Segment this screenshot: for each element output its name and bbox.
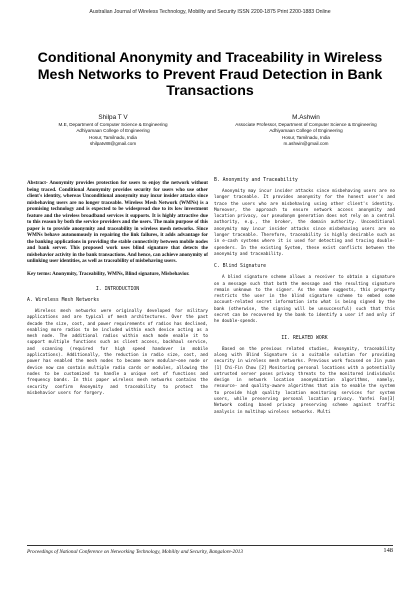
author-1-email: shilpatv88@gmail.com bbox=[89, 141, 137, 147]
author-2-role: Associate Professor, Department of Computer Science & Engineering bbox=[235, 122, 377, 127]
left-column bbox=[27, 180, 208, 397]
author-2-city: Hosur, Tamilnadu, India bbox=[282, 134, 330, 140]
section-heading-introduction: I. INTRODUCTION bbox=[95, 287, 140, 292]
footer-divider bbox=[27, 545, 393, 546]
section-heading-related-work: II. RELATED WORK bbox=[281, 335, 328, 341]
author-1-name: Shilpa T V bbox=[98, 114, 128, 121]
author-1-city: Hosur, Tamilnadu, India bbox=[89, 134, 137, 140]
paragraph-anonymity: Anonymity may incur insider attacks since misbehaving users are no longer traceable. It provides anonymity for the honest user's and trace the users who are misbehaving using other client's identity. Moreover, the approach to ensure network access anonymity and location privacy, our pseudonym generation does not rely on a central authority, e.g., the broker, the domain authority. Unconditional anonymity may incur insider attacks since misbehaving users are no longer traceable. Therefore, traceability is highly desirable such as in e-cash systems where it is used for detecting and tracing double-spenders. In the existing System, these exist conflicts between the anonymity and traceability. bbox=[214, 189, 395, 257]
author-2-email: m.ashwin@gmail.com bbox=[283, 141, 329, 147]
footer-proceedings: Proceedings of National Conference on Networking Technology, Mobility and Security, Bangalore-2013 bbox=[27, 549, 243, 555]
subsection-heading-blind-signature: C. Blind Signature bbox=[214, 264, 266, 270]
paragraph-blind-signature: A blind signature scheme allows a receiver to obtain a signature on a message such that both the message and the resulting signature remain unknown to the signer. As the name suggests, this property restricts the user in the blind signature scheme to embed some account-related secret information into what is being signed by the bank (otherwise, the signing will be unsuccessful) such that this secret can be recovered by the bank to identify a user if and only if he double-spends. bbox=[214, 275, 395, 325]
journal-header: Australian Journal of Wireless Technology, Mobility and Security ISSN 2200-1875 Print 2200-1883 Online bbox=[89, 9, 331, 15]
subsection-heading-anonymity: B. Anonymity and Traceability bbox=[214, 178, 298, 183]
paragraph-wireless-mesh: Wireless mesh networks were originally developed for military applications and are typical of mesh architectures. Over the past decade the size, cost, and power requirements of radios has declined, enabling more radios to be included within each device acting as a mesh node. The additional radios within each mode enable it to support multiple functions such as client access, backhaul service, and scanning (required for high speed handover in mobile applications). Additionally, the reduction in radio size, cost, and power has enabled the mesh nodes to become more modular—one node or device now can contain multiple radio cards or modules, allowing the nodes to be customized to handle a unique set of functions and frequency bands. In this paper wireless mesh networks contains the security confirm Anonymity and traceability to protect the misbehavior users for forgery. bbox=[27, 309, 208, 396]
paper-title: Conditional Anonymity and Traceability in Wireless Mesh Networks to Prevent Fraud Detection in Bank Transactions bbox=[37, 50, 383, 100]
page-number: 148 bbox=[383, 547, 393, 554]
subsection-heading-wireless-mesh: A. Wireless Mesh Networks bbox=[27, 298, 100, 303]
author-2-name: M.Ashwin bbox=[292, 114, 320, 121]
author-1 bbox=[18, 113, 208, 148]
author-2-org: Adhiyamaan College of Engineering bbox=[269, 128, 343, 134]
keywords: Key terms: Anonymity, Traceability, WMNs, Blind signature, Misbehavior. bbox=[27, 270, 190, 277]
author-1-role: M.E, Department of Computer Science & Engineering bbox=[58, 122, 168, 127]
author-2 bbox=[211, 113, 401, 148]
right-column bbox=[214, 170, 395, 416]
abstract: Abstract- Anonymity provides protection for users to enjoy the network without being traced. Conditional Anonymity provides security for users who use other client's identity, whereas Unconditional anonymity may incur insider attacks since misbehaving users are no longer traceable. Wireless Mesh Network (WMNs) is a promising technology and is expected to be widespread due to its low investment feature and the wireless broadband services it supports. It is highly attractive due to this reason by both the service providers and the users. The main purpose of this paper is to provide anonymity and traceability in wireless mesh networks. Since WMNs behave autonomously in repairing the link failures, it adds advantage for the banking applications in providing the stable connectivity between mobile nodes and bank server. This proposed work uses blind signature that detects the misbehavior activity in the bank transactions. And hence, can achieve anonymity of unlinking user identities, as well as traceability of misbehaving users. bbox=[27, 180, 208, 264]
author-1-org: Adhiyamaan College of Engineering bbox=[76, 128, 150, 134]
paragraph-related-work: Based on the previous related studies, Anonymity, traceability along with Blind Signature is a suitable solution for providing security in wireless mesh networks. Previous work focused on Jin yuan [1] Chi-Fin Chow [2] Monitoring personal locations with a potentially untrusted server poses privacy threats to the monitored individuals design in network location anonymization algorithms, namely, resource- and quality-aware algorithms that aim to enable the system to provide high quality location monitoring services for system users, while preserving personal location privacy. Yanfei Fan[3] Network coding based privacy preserving scheme against traffic analysis in multihop wireless networks. Multi bbox=[214, 346, 395, 415]
